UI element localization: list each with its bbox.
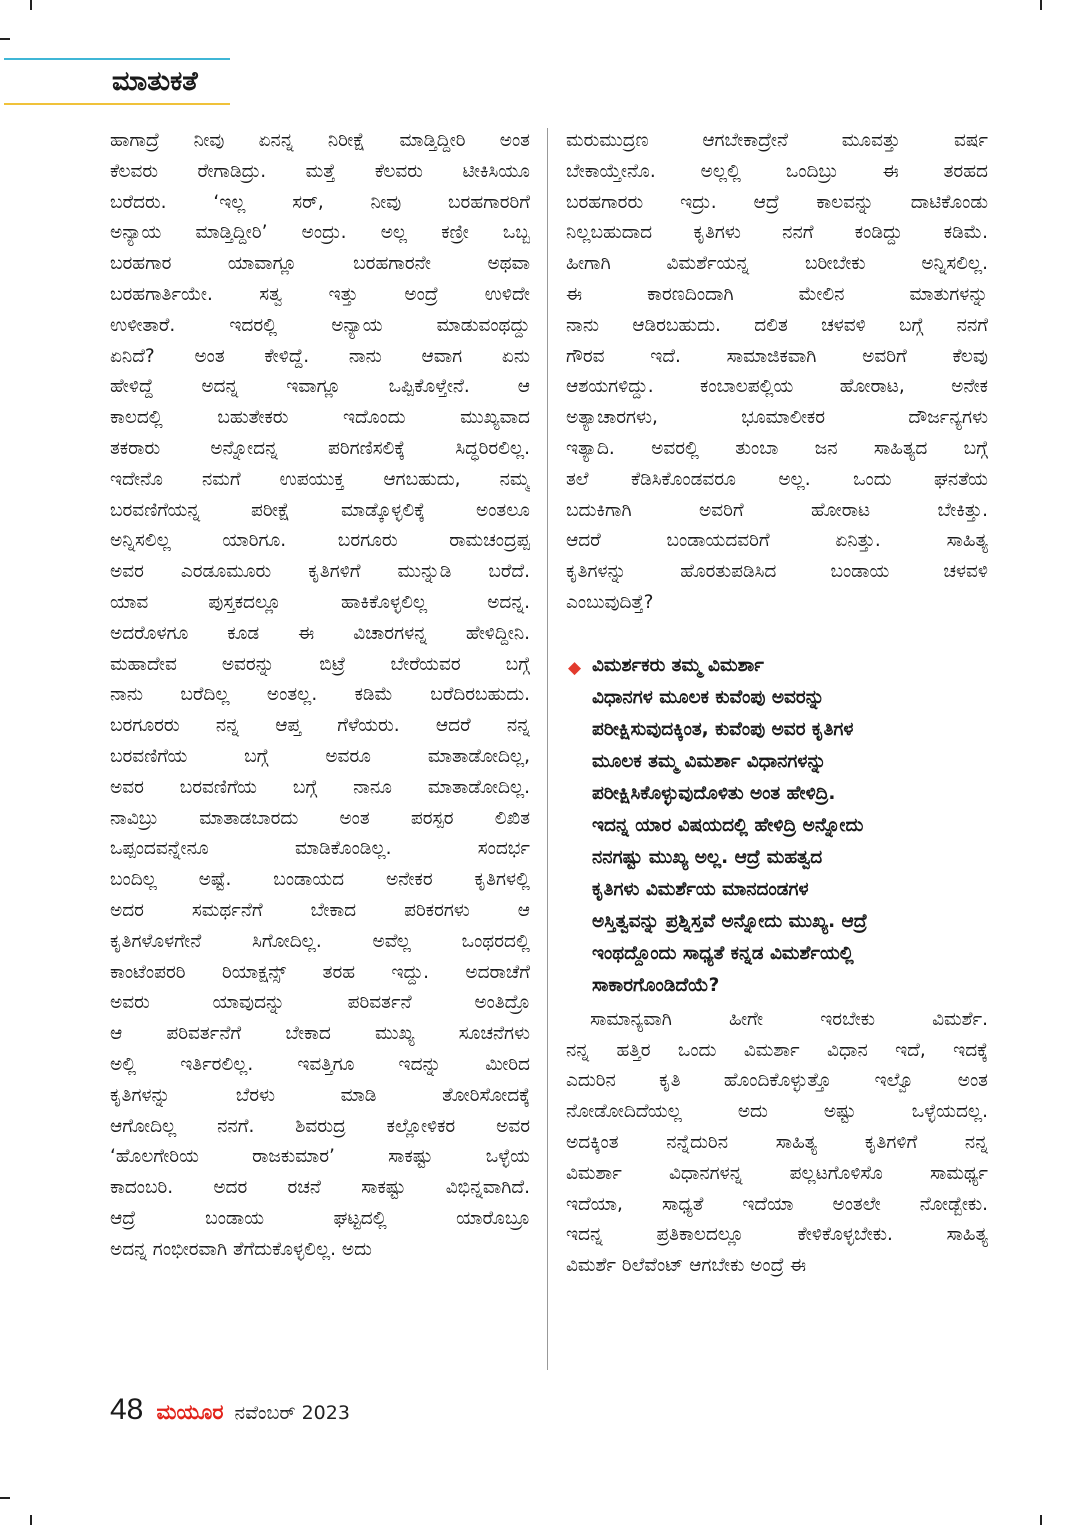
question-text: ಕೃತಿಗಳು ವಿಮರ್ಶೆಯ ಮಾನದಂಡಗಳ bbox=[592, 878, 809, 900]
left-column-line: ಇದೇನೊ ನಮಗೆ ಉಪಯುಕ್ತ ಆಗಬಹುದು, ನಮ್ಮ bbox=[110, 468, 530, 490]
question-text: ಅಸ್ತಿತ್ವವನ್ನು ಪ್ರಶ್ನಿಸ್ತವೆ ಅನ್ನೋದು ಮುಖ್ಯ. ಆದ್ರೆ bbox=[592, 910, 868, 932]
crop-mark bbox=[1040, 1515, 1042, 1525]
left-column-line: ಕೃತಿಗಳನ್ನು ಬೆರಳು ಮಾಡಿ ತೋರಿಸೋದಕ್ಕೆ bbox=[110, 1084, 530, 1106]
right-column-line: ಬದುಕಿಗಾಗಿ ಅವರಿಗೆ ಹೋರಾಟ ಬೇಕಿತ್ತು. bbox=[566, 499, 988, 521]
left-column-line: ಅದರ ಸಮರ್ಥನೆಗೆ ಬೇಕಾದ ಪರಿಕರಗಳು ಆ bbox=[110, 899, 530, 921]
right-column-line: ತಲೆ ಕೆಡಿಸಿಕೊಂಡವರೂ ಅಲ್ಲ. ಒಂದು ಘನತೆಯ bbox=[566, 468, 988, 490]
question-text: ವಿಮರ್ಶಕರು ತಮ್ಮ ವಿಮರ್ಶಾ bbox=[592, 654, 764, 676]
right-column-line: ಬೇಕಾಯ್ತೇನೊ. ಅಲ್ಲಲ್ಲಿ ಒಂದಿಬ್ರು ಈ ತರಹದ bbox=[566, 160, 988, 182]
header-rule-bottom bbox=[4, 103, 230, 105]
left-column-line: ಅದನ್ನ ಗಂಭೀರವಾಗಿ ತೆಗೆದುಕೊಳ್ಳಲಿಲ್ಲ. ಅದು bbox=[110, 1238, 372, 1260]
right-column-line: ಈ ಕಾರಣದಿಂದಾಗಿ ಮೇಲಿನ ಮಾತುಗಳನ್ನು bbox=[566, 283, 988, 305]
right-column-line: ಬರಹಗಾರರು ಇದ್ರು. ಆದ್ರೆ ಕಾಲವನ್ನು ದಾಟಿಕೊಂಡು bbox=[566, 191, 988, 213]
crop-mark bbox=[1040, 0, 1042, 10]
left-column-line: ಅದರೊಳಗೂ ಕೂಡ ಈ ವಿಚಾರಗಳನ್ನ ಹೇಳಿದ್ದೀನಿ. bbox=[110, 622, 530, 644]
left-column bbox=[110, 126, 530, 1265]
right-column-top-text bbox=[566, 126, 988, 619]
question-text: ಇದನ್ನ ಯಾರ ವಿಷಯದಲ್ಲಿ ಹೇಳಿದ್ರಿ ಅನ್ನೋದು bbox=[592, 814, 864, 836]
left-column-line: ಮಹಾದೇವ ಅವರನ್ನು ಬಿಟ್ರೆ ಬೇರೆಯವರ ಬಗ್ಗೆ bbox=[110, 653, 530, 675]
question-text: ವಿಧಾನಗಳ ಮೂಲಕ ಕುವೆಂಪು ಅವರನ್ನು bbox=[592, 686, 825, 708]
right-column-line: ಆದರೆ ಬಂಡಾಯದವರಿಗೆ ಏನಿತ್ತು. ಸಾಹಿತ್ಯ bbox=[566, 530, 988, 552]
right-column-line: ಗೌರವ ಇದೆ. ಸಾಮಾಜಿಕವಾಗಿ ಅವರಿಗೆ ಕೆಲವು bbox=[566, 345, 988, 367]
paragraph-gap bbox=[566, 619, 988, 651]
question-line bbox=[566, 907, 988, 939]
right-column-answer-text bbox=[566, 1005, 988, 1282]
left-column-line: ಅವರ ಎರಡೂಮೂರು ಕೃತಿಗಳಿಗೆ ಮುನ್ನುಡಿ ಬರೆದೆ. bbox=[110, 561, 530, 583]
header-rule-top bbox=[4, 58, 230, 60]
right-column-line: ಅತ್ಯಾಚಾರಗಳು, ಭೂಮಾಲೀಕರ ದೌರ್ಜನ್ಯಗಳು bbox=[566, 407, 988, 429]
left-column-line: ಯಾವ ಪುಸ್ತಕದಲ್ಲೂ ಹಾಕಿಕೊಳ್ಳಲಿಲ್ಲ ಅದನ್ನ. bbox=[110, 591, 530, 613]
question-line bbox=[566, 747, 988, 779]
answer-line: ನೋಡೋದಿದೆಯಲ್ಲ ಅದು ಅಷ್ಟು ಒಳ್ಳೆಯದಲ್ಲ. bbox=[566, 1101, 988, 1123]
left-column-line: ಕಾಂಟೆಂಪರರಿ ರಿಯಾಕ್ಷನ್ಸ್ ತರಹ ಇದ್ದು. ಅದರಾಚೆಗೆ bbox=[110, 961, 530, 983]
section-title: ಮಾತುಕತೆ bbox=[112, 66, 198, 97]
question-text: ಪರೀಕ್ಷಿಸುವುದಕ್ಕಿಂತ, ಕುವೆಂಪು ಅವರ ಕೃತಿಗಳ bbox=[592, 718, 854, 740]
left-column-line: ಬರವಣಿಗೆಯ ಬಗ್ಗೆ ಅವರೂ ಮಾತಾಡೋದಿಲ್ಲ, bbox=[110, 745, 530, 767]
left-column-line: ಅವರು ಯಾವುದನ್ನು ಪರಿವರ್ತನೆ ಅಂತಿದ್ರೊ bbox=[110, 992, 530, 1014]
right-column-line: ನಾನು ಆಡಿರಬಹುದು. ದಲಿತ ಚಳವಳಿ ಬಗ್ಗೆ ನನಗೆ bbox=[566, 314, 988, 336]
left-column-line: ಒಪ್ಪಂದವನ್ನೇನೂ ಮಾಡಿಕೊಂಡಿಲ್ಲ. ಸಂದರ್ಭ bbox=[110, 838, 530, 860]
interview-question bbox=[566, 651, 988, 1003]
right-column-line: ಇತ್ಯಾದಿ. ಅವರಲ್ಲಿ ತುಂಬಾ ಜನ ಸಾಹಿತ್ಯದ ಬಗ್ಗೆ bbox=[566, 437, 988, 459]
question-line bbox=[566, 683, 988, 715]
left-column-line: ಬಂದಿಲ್ಲ ಅಷ್ಟೆ. ಬಂಡಾಯದ ಅನೇಕರ ಕೃತಿಗಳಲ್ಲಿ bbox=[110, 869, 530, 891]
right-column-line: ನಿಲ್ಲಬಹುದಾದ ಕೃತಿಗಳು ನನಗೆ ಕಂಡಿದ್ದು ಕಡಿಮೆ. bbox=[566, 222, 988, 244]
answer-line: ಅದಕ್ಕಿಂತ ನನ್ನೆದುರಿನ ಸಾಹಿತ್ಯ ಕೃತಿಗಳಿಗೆ ನನ್ನ bbox=[566, 1131, 988, 1153]
question-line bbox=[566, 875, 988, 907]
question-line bbox=[566, 715, 988, 747]
question-text: ಪರೀಕ್ಷಿಸಿಕೊಳ್ಳುವುದೊಳಿತು ಅಂತ ಹೇಳಿದ್ರಿ. bbox=[592, 782, 836, 804]
left-column-line: ಕೃತಿಗಳೊಳಗೇನೆ ಸಿಗೋದಿಲ್ಲ. ಅವೆಲ್ಲ ಒಂಥರದಲ್ಲಿ bbox=[110, 930, 530, 952]
left-column-line: ಕಾಲದಲ್ಲಿ ಬಹುತೇಕರು ಇದೊಂದು ಮುಖ್ಯವಾದ bbox=[110, 407, 530, 429]
answer-line: ನನ್ನ ಹತ್ತಿರ ಒಂದು ವಿಮರ್ಶಾ ವಿಧಾನ ಇದೆ, ಇದಕ್ಕೆ bbox=[566, 1039, 988, 1061]
left-column-line: ಹೇಳಿದ್ದೆ ಅದನ್ನ ಇವಾಗ್ಲೂ ಒಪ್ಪಿಕೊಳ್ತೇನೆ. ಆ bbox=[110, 376, 530, 398]
left-column-line: ಅಲ್ಲಿ ಇರ್ತಿರಲಿಲ್ಲ. ಇವತ್ತಿಗೂ ಇದನ್ನು ಮೀರಿದ bbox=[110, 1053, 530, 1075]
answer-line: ಸಾಮಾನ್ಯವಾಗಿ ಹೀಗೇ ಇರಬೇಕು ವಿಮರ್ಶೆ. bbox=[590, 1008, 988, 1030]
question-line bbox=[566, 811, 988, 843]
question-text: ಮೂಲಕ ತಮ್ಮ ವಿಮರ್ಶಾ ವಿಧಾನಗಳನ್ನು bbox=[592, 750, 827, 772]
crop-mark bbox=[0, 38, 10, 40]
right-column-line: ಮರುಮುದ್ರಣ ಆಗಬೇಕಾದ್ರೇನೆ ಮೂವತ್ತು ವರ್ಷ bbox=[566, 130, 988, 151]
left-column-line: ನಾವಿಬ್ರು ಮಾತಾಡಬಾರದು ಅಂತ ಪರಸ್ಪರ ಲಿಖಿತ bbox=[110, 807, 530, 829]
question-line bbox=[566, 651, 988, 683]
page-number: 48 bbox=[110, 1393, 144, 1426]
right-column-line: ಹೀಗಾಗಿ ವಿಮರ್ಶೆಯನ್ನ ಬರೀಬೇಕು ಅನ್ನಿಸಲಿಲ್ಲ. bbox=[566, 253, 988, 275]
left-column-line: ಅವರ ಬರವಣಿಗೆಯ ಬಗ್ಗೆ ನಾನೂ ಮಾತಾಡೋದಿಲ್ಲ. bbox=[110, 776, 530, 798]
left-column-line: ಹಾಗಾದ್ರೆ ನೀವು ಏನನ್ನ ನಿರೀಕ್ಷೆ ಮಾಡ್ತಿದ್ದೀರಿ ಅಂತ bbox=[110, 130, 530, 151]
question-text: ಸಾಕಾರಗೊಂಡಿದೆಯೆ? bbox=[592, 974, 720, 996]
left-column-line: ಏನಿದೆ? ಅಂತ ಕೇಳಿದ್ದೆ. ನಾನು ಆವಾಗ ಏನು bbox=[110, 345, 530, 367]
left-column-line: ತಕರಾರು ಅನ್ನೋದನ್ನ ಪರಿಗಣಿಸಲಿಕ್ಕೆ ಸಿದ್ಧರಿರಲಿಲ್ಲ. bbox=[110, 437, 530, 459]
left-column-line: ಕೆಲವರು ರೇಗಾಡಿದ್ರು. ಮತ್ತೆ ಕೆಲವರು ಟೀಕಿಸಿಯೂ bbox=[110, 160, 530, 182]
left-column-line: ಕಾದಂಬರಿ. ಅದರ ರಚನೆ ಸಾಕಷ್ಟು ವಿಭಿನ್ನವಾಗಿದೆ. bbox=[110, 1177, 530, 1199]
right-column-line: ಎಂಬುವುದಿತ್ತೆ? bbox=[566, 591, 654, 613]
left-column-line: ‘ಹೊಲಗೇರಿಯ ರಾಜಕುಮಾರ’ ಸಾಕಷ್ಟು ಒಳ್ಳೆಯ bbox=[110, 1146, 530, 1168]
question-line bbox=[566, 843, 988, 875]
left-column-line: ಬರಹಗಾರ್ತಿಯೇ. ಸತ್ವ ಇತ್ತು ಅಂದ್ರೆ ಉಳಿದೇ bbox=[110, 283, 530, 305]
left-column-line: ಅನ್ಯಾಯ ಮಾಡ್ತಿದ್ದೀರಿ’ ಅಂದ್ರು. ಅಲ್ಲ ಕಣ್ರೀ ಒಬ್ಬ bbox=[110, 222, 530, 244]
left-column-line: ಉಳೀತಾರೆ. ಇದರಲ್ಲಿ ಅನ್ಯಾಯ ಮಾಡುವಂಥದ್ದು bbox=[110, 314, 530, 336]
question-line bbox=[566, 939, 988, 971]
answer-line: ವಿಮರ್ಶಾ ವಿಧಾನಗಳನ್ನ ಪಲ್ಲಟಗೊಳಿಸೊ ಸಾಮರ್ಥ್ಯ bbox=[566, 1162, 988, 1184]
question-text: ನನಗಷ್ಟು ಮುಖ್ಯ ಅಲ್ಲ. ಆದ್ರೆ ಮಹತ್ವದ bbox=[592, 846, 823, 868]
left-column-line: ಅನ್ನಿಸಲಿಲ್ಲ ಯಾರಿಗೂ. ಬರಗೂರು ರಾಮಚಂದ್ರಪ್ಪ bbox=[110, 530, 530, 552]
magazine-brand: ಮಯೂರ bbox=[156, 1400, 224, 1424]
left-column-line: ಆಗೋದಿಲ್ಲ ನನಗೆ. ಶಿವರುದ್ರ ಕಲ್ಲೋಳಿಕರ ಅವರ bbox=[110, 1115, 530, 1137]
left-column-line: ಬರಗೂರರು ನನ್ನ ಆಪ್ತ ಗೆಳೆಯರು. ಆದರೆ ನನ್ನ bbox=[110, 715, 530, 737]
answer-line: ವಿಮರ್ಶೆ ರಿಲೆವೆಂಟ್ ಆಗಬೇಕು ಅಂದ್ರೆ ಈ bbox=[566, 1255, 807, 1277]
left-column-line: ಆ ಪರಿವರ್ತನೆಗೆ ಬೇಕಾದ ಮುಖ್ಯ ಸೂಚನೆಗಳು bbox=[110, 1023, 530, 1045]
question-text: ಇಂಥದ್ದೊಂದು ಸಾಧ್ಯತೆ ಕನ್ನಡ ವಿಮರ್ಶೆಯಲ್ಲಿ bbox=[592, 942, 854, 964]
right-column bbox=[566, 126, 988, 1282]
column-divider bbox=[547, 128, 548, 1370]
diamond-bullet-icon: ◆ bbox=[568, 657, 582, 678]
question-line bbox=[566, 971, 988, 1003]
right-column-line: ಕೃತಿಗಳನ್ನು ಹೊರತುಪಡಿಸಿದ ಬಂಡಾಯ ಚಳವಳಿ bbox=[566, 561, 988, 583]
left-column-line: ಬರವಣಿಗೆಯನ್ನ ಪರೀಕ್ಷೆ ಮಾಡ್ಕೊಳ್ಳಲಿಕ್ಕೆ ಅಂತಲೂ bbox=[110, 499, 530, 521]
right-column-line: ಆಶಯಗಳಿದ್ದು. ಕಂಬಾಲಪಲ್ಲಿಯ ಹೋರಾಟ, ಅನೇಕ bbox=[566, 376, 988, 398]
crop-mark bbox=[30, 1515, 32, 1525]
left-column-line: ಬರೆದರು. ‘ಇಲ್ಲ ಸರ್, ನೀವು ಬರಹಗಾರರಿಗೆ bbox=[110, 191, 530, 213]
left-column-line: ನಾನು ಬರೆದಿಲ್ಲ ಅಂತಲ್ಲ. ಕಡಿಮೆ ಬರೆದಿರಬಹುದು. bbox=[110, 684, 530, 706]
left-column-line: ಆದ್ರೆ ಬಂಡಾಯ ಘಟ್ಟದಲ್ಲಿ ಯಾರೊಬ್ರೂ bbox=[110, 1207, 530, 1229]
answer-line: ಇದನ್ನ ಪ್ರತಿಕಾಲದಲ್ಲೂ ಕೇಳಿಕೊಳ್ಳಬೇಕು. ಸಾಹಿತ್ಯ bbox=[566, 1224, 988, 1246]
issue-date: ನವೆಂಬರ್ 2023 bbox=[234, 1402, 350, 1424]
crop-mark bbox=[0, 1497, 10, 1499]
left-column-line: ಬರಹಗಾರ ಯಾವಾಗ್ಲೂ ಬರಹಗಾರನೇ ಅಥವಾ bbox=[110, 253, 530, 275]
answer-line: ಎದುರಿನ ಕೃತಿ ಹೊಂದಿಕೊಳ್ಳುತ್ತೊ ಇಲ್ವೊ ಅಂತ bbox=[566, 1070, 988, 1092]
question-line bbox=[566, 779, 988, 811]
crop-mark bbox=[30, 0, 32, 10]
page-footer bbox=[110, 1393, 350, 1433]
answer-line: ಇದೆಯಾ, ಸಾಧ್ಯತೆ ಇದೆಯಾ ಅಂತಲೇ ನೋಡ್ಬೇಕು. bbox=[566, 1193, 988, 1215]
